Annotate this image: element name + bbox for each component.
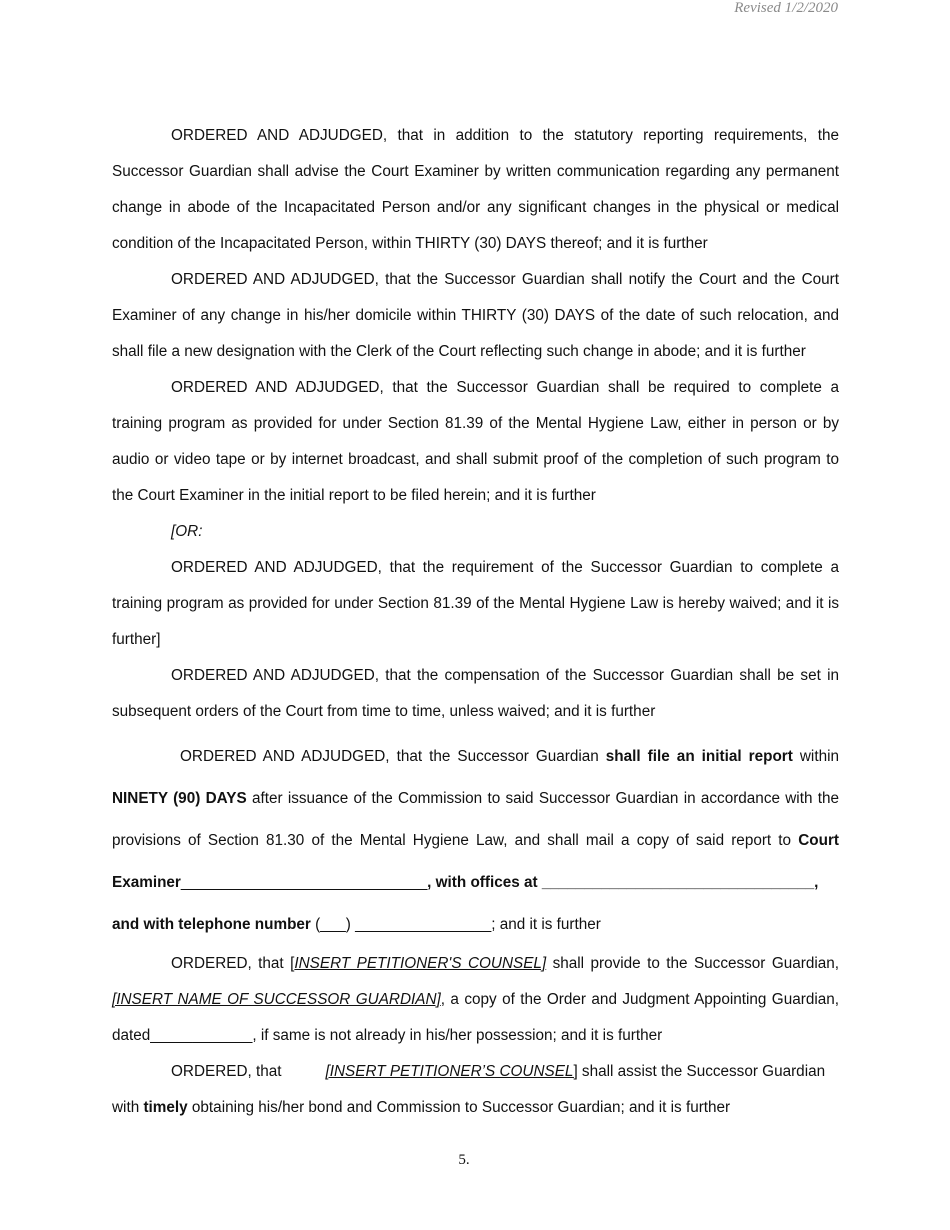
- text: ORDERED, that: [171, 1063, 282, 1080]
- paragraph-compensation: ORDERED AND ADJUDGED, that the compensation of the Successor Guardian shall be set in subsequent orders of the Court from time to time, unless waived; and it is further: [112, 667, 839, 720]
- bold-text: NINETY (90) DAYS: [112, 790, 247, 807]
- paragraph-assist-bond: [112, 1054, 839, 1126]
- offices-at-blank: , with offices at ________________________________,: [427, 874, 819, 891]
- petitioner-counsel-placeholder: INSERT PETITIONER'S COUNSEL]: [294, 955, 547, 972]
- text: ORDERED AND ADJUDGED, that the Successor Guardian: [180, 748, 606, 765]
- court-examiner-label: Court Examiner: [112, 832, 839, 891]
- bold-text: timely: [143, 1099, 188, 1116]
- petitioner-counsel-placeholder: [INSERT PETITIONER’S COUNSEL: [325, 1063, 574, 1080]
- text: within: [792, 748, 839, 765]
- court-examiner-blank: ______________________________: [180, 874, 428, 891]
- paragraph-training-program: ORDERED AND ADJUDGED, that the Successor Guardian shall be required to complete a training program as provided for under Section 81.39 of the Mental Hygiene Law, either in person or by audio or video tape or by internet broadcast, and shall submit proof of the completion of such program to the Court Examiner in the initial report to be filed herein; and it is further: [112, 379, 839, 504]
- text: ORDERED, that [: [171, 955, 295, 972]
- paragraph-training-waived: ORDERED AND ADJUDGED, that the requirement of the Successor Guardian to complete a training program as provided for under Section 81.39 of the Mental Hygiene Law is hereby waived; and it is further]: [112, 559, 839, 648]
- revision-date: Revised 1/2/2020: [734, 0, 838, 16]
- text: , a copy of the Order and Judgment Appointing Guardian, dated____________, if same is not already in his/her possession; and it is further: [112, 991, 839, 1044]
- telephone-label: and with telephone number: [112, 916, 311, 933]
- text: obtaining his/her bond and Commission to Successor Guardian; and it is further: [187, 1099, 731, 1116]
- bold-text: shall file an initial report: [605, 748, 793, 765]
- text: shall assist the Successor Guardian with: [112, 1063, 826, 1116]
- page-number: 5.: [458, 1152, 470, 1168]
- text: ]: [573, 1063, 578, 1080]
- telephone-blank: (___) ________________; and it is further: [310, 916, 601, 933]
- paragraph-domicile-change: ORDERED AND ADJUDGED, that the Successor Guardian shall notify the Court and the Court Examiner of any change in his/her domicile within THIRTY (30) DAYS of the date of such relocation, and shall file a new designation with the Clerk of the Court reflecting such change in abode; and it is further: [112, 271, 839, 360]
- text: shall provide to the Successor Guardian,: [546, 955, 839, 972]
- successor-guardian-placeholder: [INSERT NAME OF SUCCESSOR GUARDIAN]: [112, 991, 441, 1008]
- paragraph-or-marker: [OR:: [171, 523, 203, 540]
- text: after issuance of the Commission to said Successor Guardian in accordance with the provisions of Section 81.30 of the Mental Hygiene Law, and shall mail a copy of said report to: [112, 790, 839, 849]
- paragraph-reporting-requirements: ORDERED AND ADJUDGED, that in addition to the statutory reporting requirements, the Successor Guardian shall advise the Court Examiner by written communication regarding any permanent change in abode of the Incapacitated Person and/or any significant changes in the physical or medical condition of the Incapacitated Person, within THIRTY (30) DAYS thereof; and it is further: [112, 127, 839, 252]
- paragraph-provide-order: [112, 946, 839, 1054]
- paragraph-initial-report: [112, 736, 839, 904]
- document-body: [112, 118, 839, 1126]
- telephone-line: [112, 904, 839, 946]
